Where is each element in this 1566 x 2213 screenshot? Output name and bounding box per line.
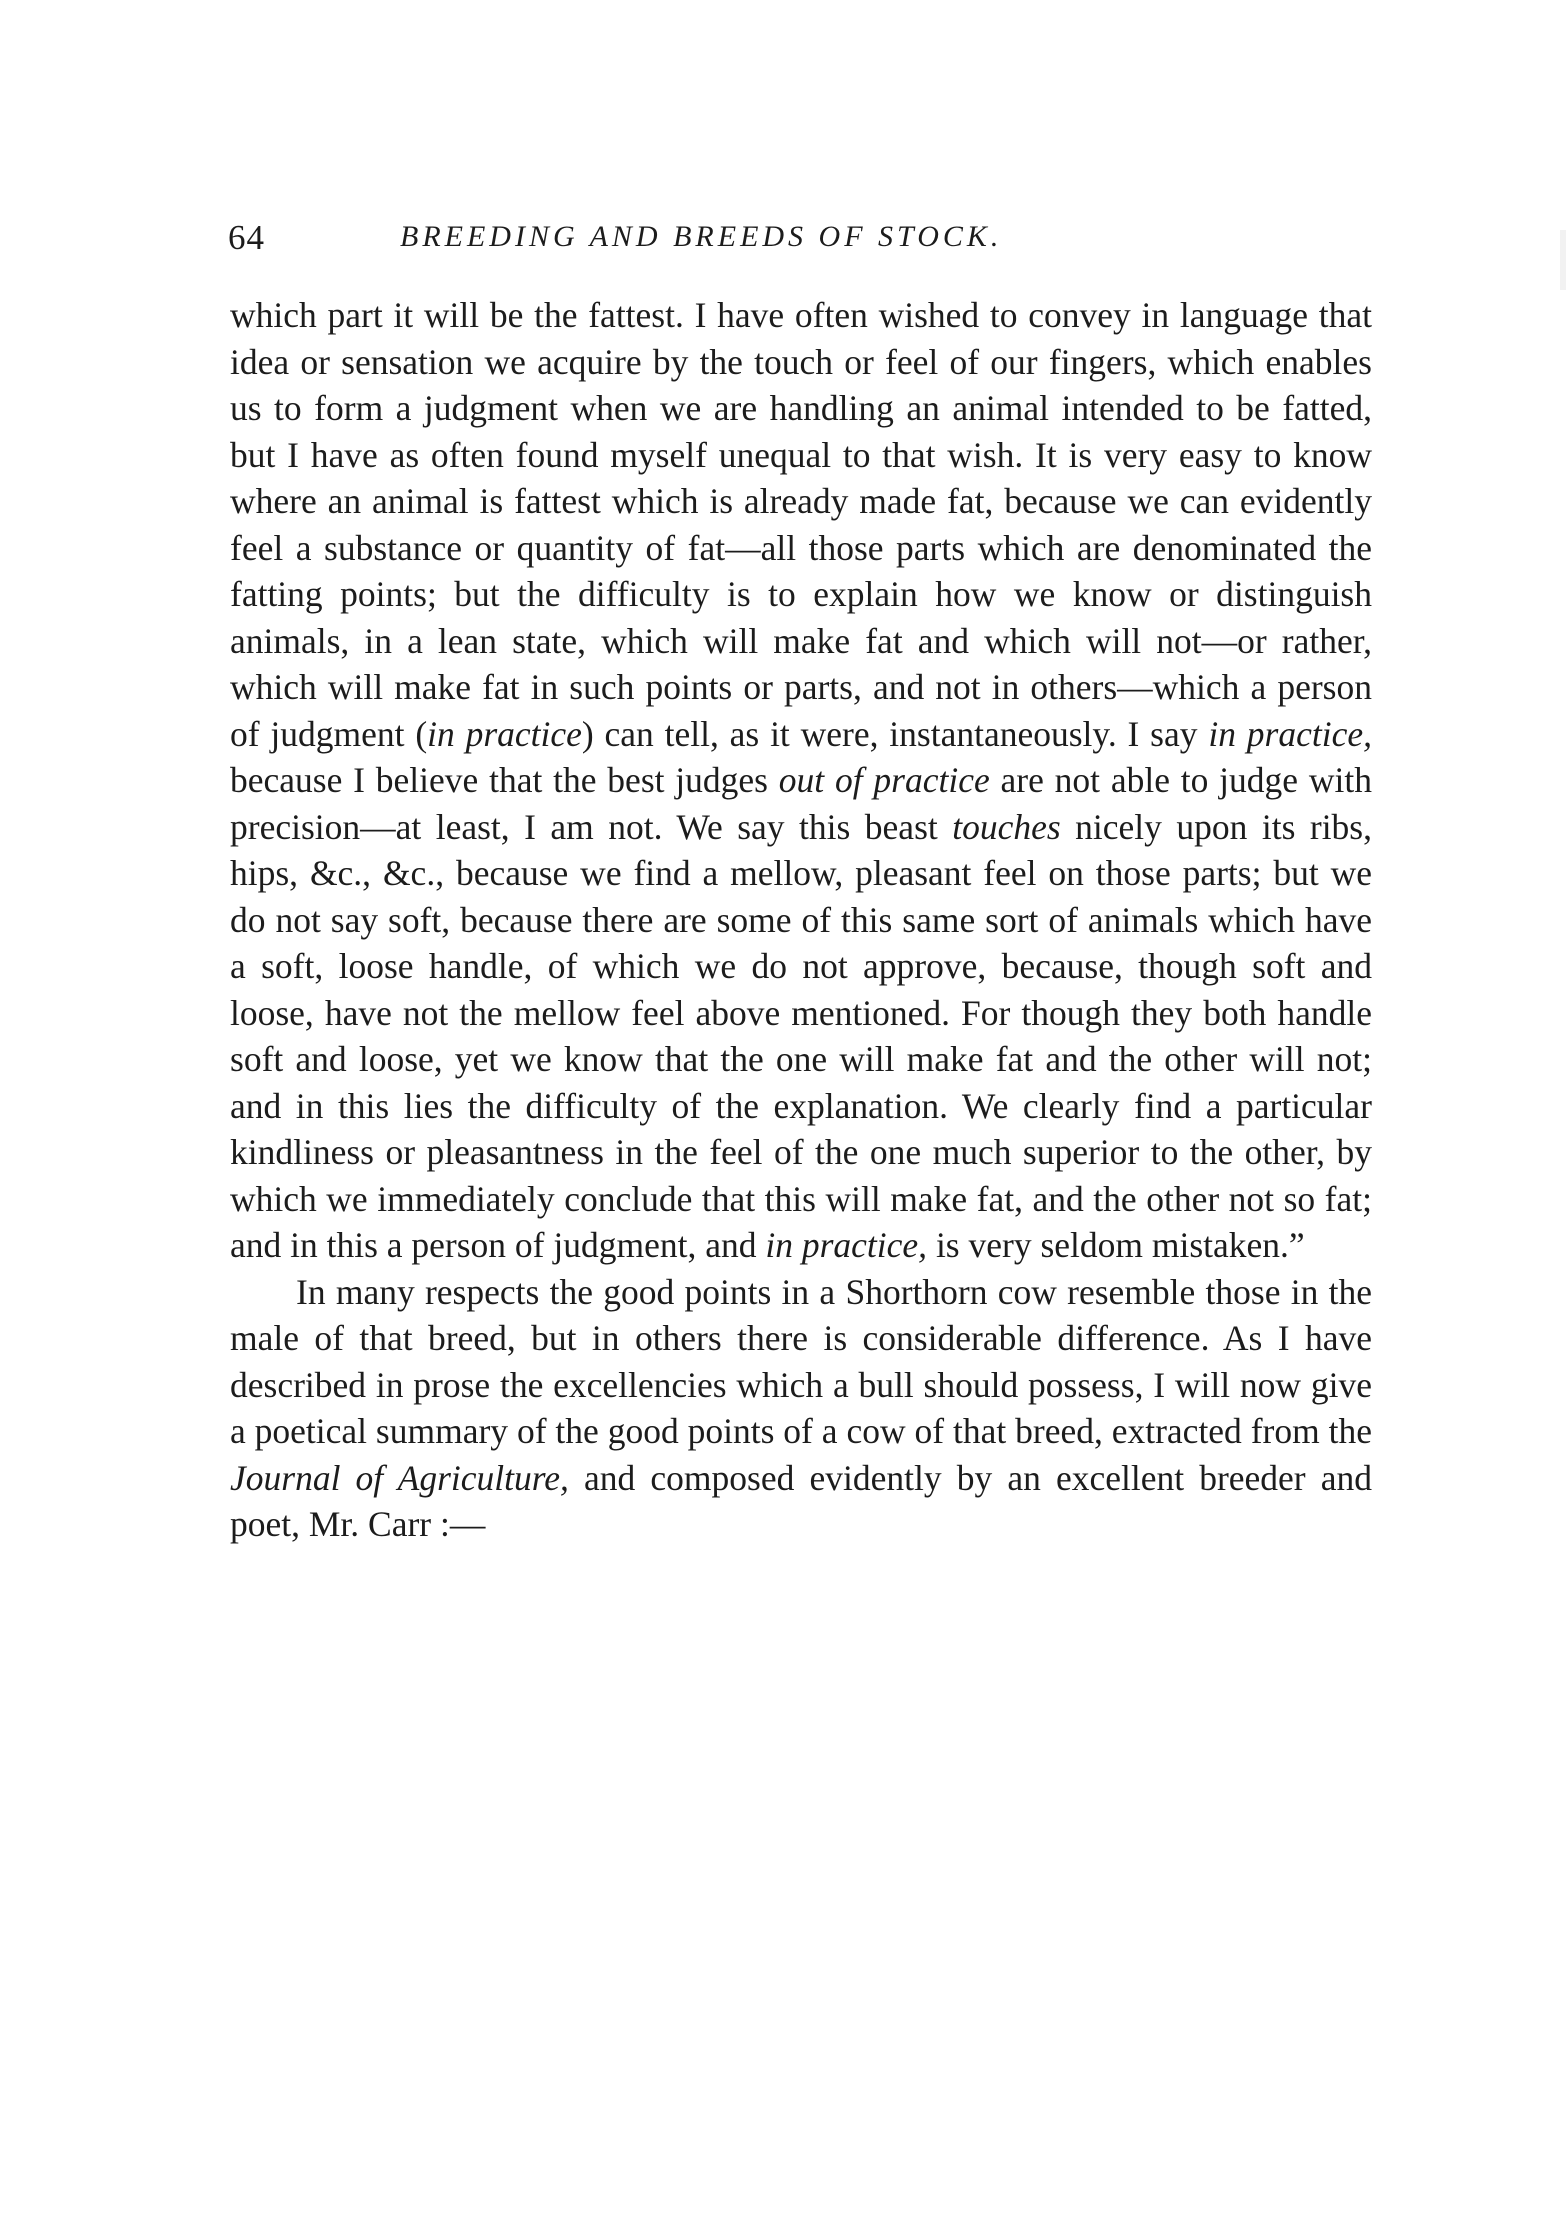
body-text [230, 292, 1372, 1548]
text-run: because I believe that the best judges [230, 760, 779, 800]
page-number: 64 [228, 218, 265, 257]
page-header [228, 218, 1388, 264]
text-run: which part it will be the fattest. I have often wished to convey in language that idea or sensation we acquire by the touch or feel of our fingers, which enables us to form a judgment when we are handling an animal intended to be fatted, but I have as often found myself unequal to that wish. It is very easy to know where an animal is fattest which is already made fat, because we can evidently feel a substance or quantity of fat—all those parts which are denominated the fatting points; but the difficulty is to explain how we know or distinguish animals, in a lean state, which will make fat and which will not—or rather, which will make fat in such points or parts, and not in others—which a person of judgment ( [230, 295, 1372, 754]
running-title: BREEDING AND BREEDS OF STOCK. [400, 220, 1003, 253]
italic-run: in practice, [765, 1225, 928, 1265]
paragraph-shorthorn-cow [230, 1269, 1372, 1548]
text-run: In many respects the good points in a Shorthorn cow resemble those in the male of that breed, but in others there is considerable difference. As I have described in prose the excellencies which a bull should possess, I will now give a poetical summary of the good points of a cow of that breed, extracted from the [230, 1271, 1372, 1451]
text-run: ) can tell, as it were, instantaneously. I say [581, 713, 1209, 754]
italic-run: out of practice [778, 760, 990, 800]
italic-run: in practice, [1208, 713, 1372, 754]
italic-run: Journal of Agriculture, [230, 1457, 569, 1498]
text-run: and composed evidently by an excellent breeder and poet, Mr. Carr :— [230, 1457, 1372, 1544]
text-run: is very seldom mistaken.” [927, 1225, 1305, 1265]
italic-run: in practice [427, 713, 582, 754]
paragraph-continued [230, 292, 1372, 1269]
text-run: are not able to judge with precision—at least, I am not. We say this beast [230, 760, 1372, 847]
text-run: nicely upon its ribs, hips, &c., &c., because we find a mellow, pleasant feel on those parts; but we do not say soft, because there are some of this same sort of animals which have a soft, loose handle, of which we do not approve, because, though soft and loose, have not the mellow feel above mentioned. For though they both handle soft and loose, yet we know that the one will make fat and the other will not; and in this lies the difficulty of the explanation. We clearly find a particular kindliness or pleasantness in the feel of the one much superior to the other, by which we immediately conclude that this will make fat, and the other not so fat; and in this a person of judgment, and [230, 806, 1372, 1265]
italic-run: touches [952, 806, 1061, 847]
page-edge-shadow [1560, 230, 1566, 290]
